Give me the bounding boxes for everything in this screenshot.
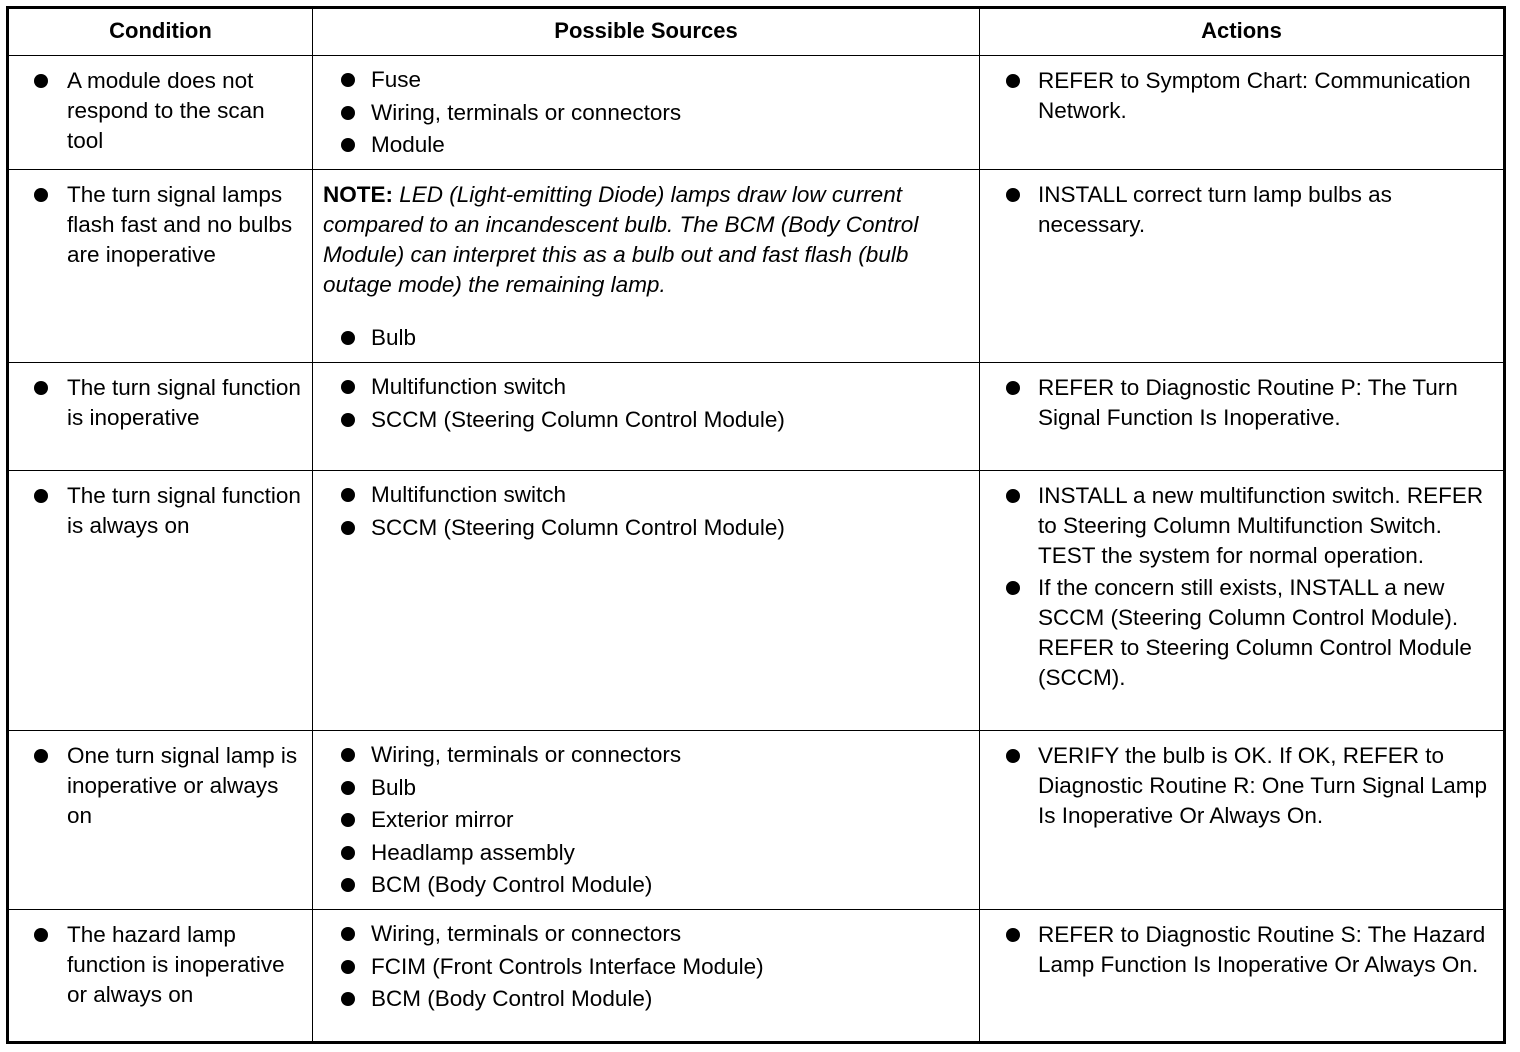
note-label: NOTE: <box>323 182 393 207</box>
action-item: INSTALL correct turn lamp bulbs as necessary. <box>980 180 1503 240</box>
action-item: REFER to Symptom Chart: Communication Network. <box>980 66 1503 126</box>
bullet-icon <box>34 928 48 942</box>
table-row <box>9 56 1503 170</box>
bullet-icon <box>34 489 48 503</box>
condition-item: One turn signal lamp is inoperative or always on <box>9 741 312 831</box>
header-condition: Condition <box>9 9 313 55</box>
bullet-icon <box>341 813 355 827</box>
bullet-icon <box>1006 74 1020 88</box>
condition-item: The turn signal lamps flash fast and no bulbs are inoperative <box>9 180 312 270</box>
source-item: Wiring, terminals or connectors <box>313 739 979 772</box>
bullet-icon <box>1006 581 1020 595</box>
header-row <box>9 9 1503 56</box>
bullet-icon <box>341 380 355 394</box>
bullet-icon <box>1006 928 1020 942</box>
bullet-icon <box>34 381 48 395</box>
bullet-icon <box>34 749 48 763</box>
source-item: Wiring, terminals or connectors <box>313 97 979 130</box>
action-item: INSTALL a new multifunction switch. REFER to Steering Column Multifunction Switch. TEST the system for normal operation. <box>980 481 1503 571</box>
table-row <box>9 363 1503 471</box>
note <box>313 170 979 300</box>
source-item: Wiring, terminals or connectors <box>313 918 979 951</box>
condition-item: The turn signal function is always on <box>9 481 312 541</box>
bullet-icon <box>341 748 355 762</box>
source-item: Multifunction switch <box>313 479 979 512</box>
bullet-icon <box>341 781 355 795</box>
table-row <box>9 910 1503 1041</box>
bullet-icon <box>341 138 355 152</box>
action-item: REFER to Diagnostic Routine S: The Hazard Lamp Function Is Inoperative Or Always On. <box>980 920 1503 980</box>
condition-item: The turn signal function is inoperative <box>9 373 312 433</box>
bullet-icon <box>341 106 355 120</box>
diagnostic-table <box>6 6 1506 1044</box>
source-item: BCM (Body Control Module) <box>313 869 979 902</box>
bullet-icon <box>341 960 355 974</box>
bullet-icon <box>341 413 355 427</box>
bullet-icon <box>1006 381 1020 395</box>
source-item: SCCM (Steering Column Control Module) <box>313 404 979 437</box>
table-row <box>9 471 1503 731</box>
note-text: LED (Light-emitting Diode) lamps draw low current compared to an incandescent bulb. The BCM (Body Control Module) can interpret this as a bulb out and fast flash (bulb outage mode) the remaining lamp. <box>323 182 919 297</box>
condition-item: The hazard lamp function is inoperative or always on <box>9 920 312 1010</box>
action-item: VERIFY the bulb is OK. If OK, REFER to Diagnostic Routine R: One Turn Signal Lamp Is Inoperative Or Always On. <box>980 741 1503 831</box>
source-item: Bulb <box>313 322 979 355</box>
bullet-icon <box>1006 188 1020 202</box>
action-item: REFER to Diagnostic Routine P: The Turn Signal Function Is Inoperative. <box>980 373 1503 433</box>
header-sources: Possible Sources <box>313 9 980 55</box>
table-row <box>9 170 1503 363</box>
bullet-icon <box>341 521 355 535</box>
source-item: Bulb <box>313 772 979 805</box>
source-item: Headlamp assembly <box>313 837 979 870</box>
source-item: SCCM (Steering Column Control Module) <box>313 512 979 545</box>
bullet-icon <box>341 846 355 860</box>
bullet-icon <box>341 878 355 892</box>
source-item: BCM (Body Control Module) <box>313 983 979 1016</box>
header-actions: Actions <box>1201 18 1282 43</box>
bullet-icon <box>341 927 355 941</box>
source-item: Fuse <box>313 64 979 97</box>
bullet-icon <box>341 992 355 1006</box>
bullet-icon <box>1006 749 1020 763</box>
source-item: Multifunction switch <box>313 371 979 404</box>
bullet-icon <box>1006 489 1020 503</box>
bullet-icon <box>34 74 48 88</box>
action-item: If the concern still exists, INSTALL a new SCCM (Steering Column Control Module). REFER to Steering Column Control Module (SCCM). <box>980 573 1503 693</box>
source-item: Exterior mirror <box>313 804 979 837</box>
bullet-icon <box>341 331 355 345</box>
condition-item: A module does not respond to the scan tool <box>9 66 312 156</box>
bullet-icon <box>341 73 355 87</box>
source-item: FCIM (Front Controls Interface Module) <box>313 951 979 984</box>
source-item: Module <box>313 129 979 162</box>
table-row <box>9 731 1503 910</box>
bullet-icon <box>34 188 48 202</box>
bullet-icon <box>341 488 355 502</box>
